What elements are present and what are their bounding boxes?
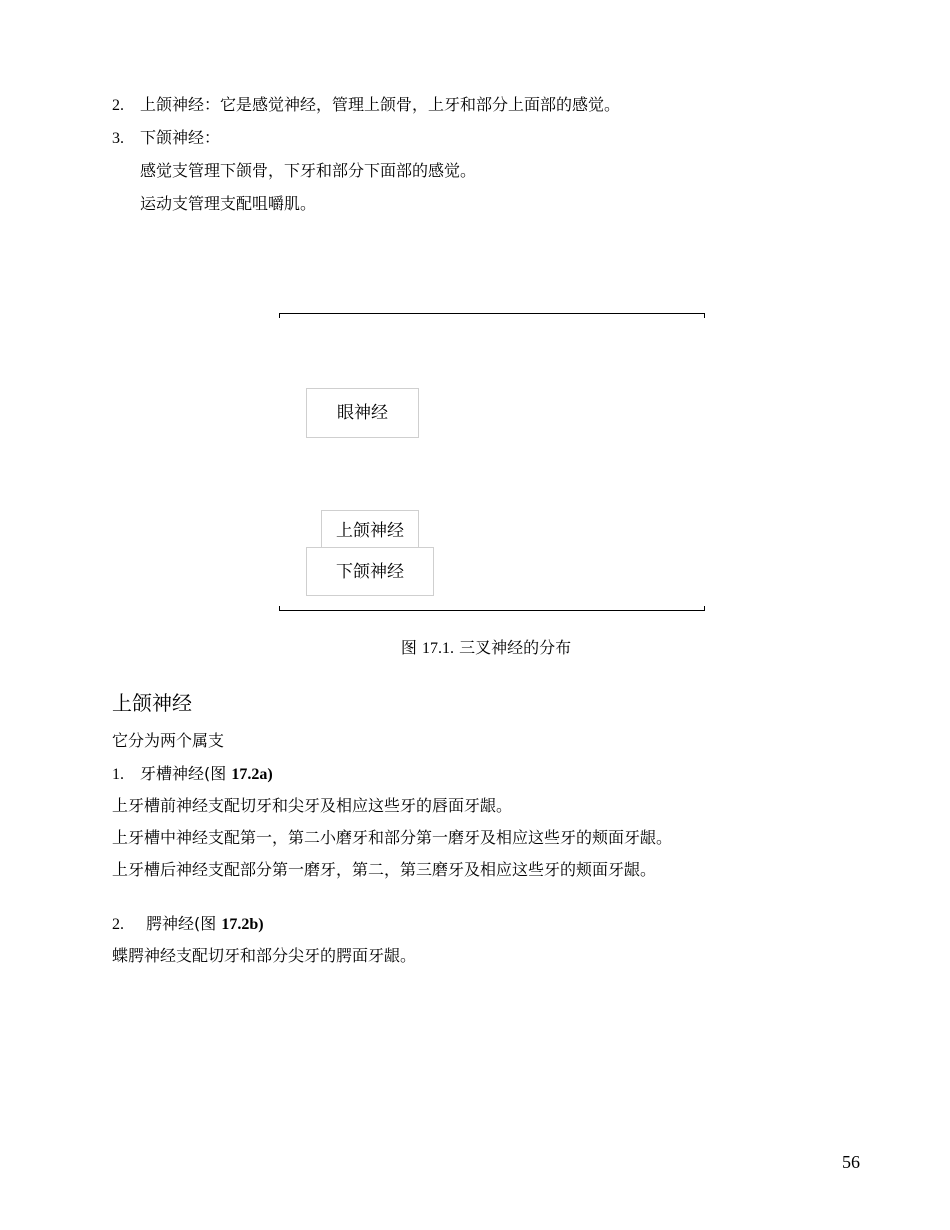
list-number: 1. xyxy=(112,766,124,783)
section-heading: 上颌神经 xyxy=(112,691,192,715)
list-item-mandibular xyxy=(112,127,220,150)
label-mandibular-nerve: 下颌神经 xyxy=(306,547,434,596)
alveolar-posterior-text: 上牙槽后神经支配部分第一磨牙，第二，第三磨牙及相应这些牙的颊面牙龈。 xyxy=(112,860,657,879)
caption-prefix: 图 xyxy=(400,638,417,657)
item-title: 牙槽神经(图 xyxy=(140,764,227,783)
caption-number: 17.1. xyxy=(422,640,454,657)
section-intro: 它分为两个属支 xyxy=(112,731,225,750)
item-title: 腭神经(图 xyxy=(146,914,217,933)
palatine-text: 蝶腭神经支配切牙和部分尖牙的腭面牙龈。 xyxy=(112,946,417,965)
list-text: 下颌神经： xyxy=(140,128,221,147)
figure-ref: 17.2a) xyxy=(231,766,273,783)
page-number: 56 xyxy=(842,1152,860,1172)
list-number: 2. xyxy=(112,97,124,114)
list-number: 2. xyxy=(112,916,124,933)
caption-text: 三叉神经的分布 xyxy=(459,638,572,657)
mandibular-motor-text: 运动支管理支配咀嚼肌。 xyxy=(140,194,317,213)
label-maxillary-nerve: 上颌神经 xyxy=(321,510,419,552)
mandibular-sensory-text: 感觉支管理下颌骨，下牙和部分下面部的感觉。 xyxy=(140,161,477,180)
label-ophthalmic-nerve: 眼神经 xyxy=(306,388,419,438)
figure-caption xyxy=(0,637,950,660)
figure-frame-bottom xyxy=(279,606,705,611)
list-number: 3. xyxy=(112,130,124,147)
alveolar-anterior-text: 上牙槽前神经支配切牙和尖牙及相应这些牙的唇面牙龈。 xyxy=(112,796,513,815)
list-text: 上颌神经：它是感觉神经，管理上颌骨，上牙和部分上面部的感觉。 xyxy=(140,95,621,114)
list-item-maxillary xyxy=(112,94,620,117)
list-item-alveolar xyxy=(112,763,273,786)
alveolar-middle-text: 上牙槽中神经支配第一，第二小磨牙和部分第一磨牙及相应这些牙的颊面牙龈。 xyxy=(112,828,673,847)
list-item-palatine xyxy=(112,913,264,936)
figure-frame-top xyxy=(279,313,705,318)
figure-ref: 17.2b) xyxy=(221,916,264,933)
